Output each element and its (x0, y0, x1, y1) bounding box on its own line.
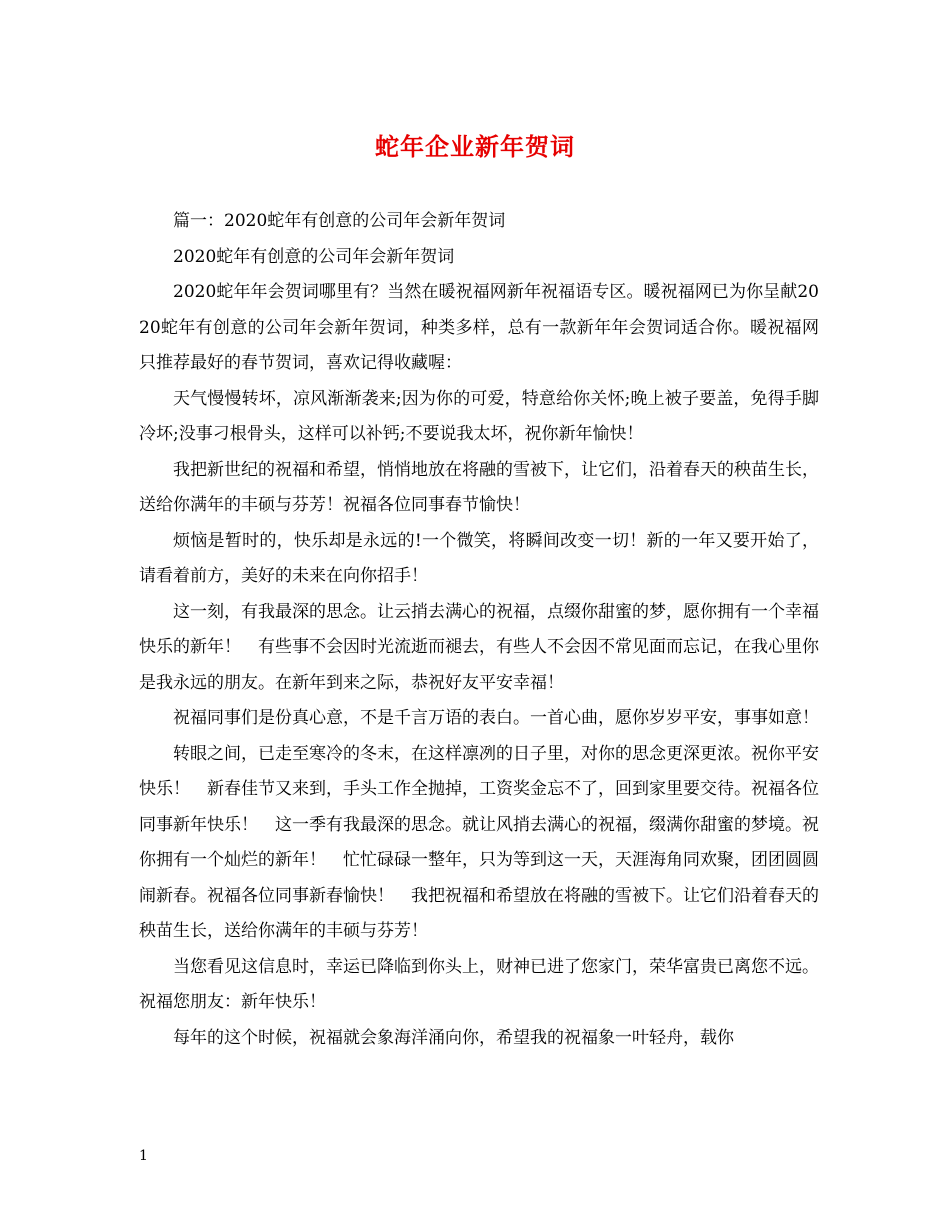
paragraph: 2020蛇年年会贺词哪里有？当然在暖祝福网新年祝福语专区。暖祝福网已为你呈献2020蛇年有创意的公司年会新年贺词，种类多样，总有一款新年年会贺词适合你。暖祝福网只推荐最好的春节贺词，喜欢记得收藏喔： (139, 282, 819, 373)
paragraph: 每年的这个时候，祝福就会象海洋涌向你，希望我的祝福象一叶轻舟，载你 (173, 1027, 734, 1048)
paragraph: 祝福同事们是份真心意，不是千言万语的表白。一首心曲，愿你岁岁平安，事事如意！ (173, 708, 819, 728)
document-title: 蛇年企业新年贺词 (375, 132, 575, 161)
paragraph: 烦恼是暂时的，快乐却是永远的!一个微笑，将瞬间改变一切！新的一年又要开始了，请看着前方，美好的未来在向你招手！ (139, 530, 819, 586)
paragraph: 我把新世纪的祝福和希望，悄悄地放在将融的雪被下，让它们，沿着春天的秧苗生长，送给你满年的丰硕与芬芳！祝福各位同事春节愉快！ (139, 459, 819, 515)
paragraph: 2020蛇年有创意的公司年会新年贺词 (173, 246, 455, 267)
document-body (139, 204, 819, 1056)
page-number: 1 (139, 1148, 148, 1164)
paragraph: 当您看见这信息时，幸运已降临到你头上，财神已进了您家门，荣华富贵已离您不远。祝福您朋友：新年快乐！ (139, 956, 819, 1012)
paragraph: 篇一：2020蛇年有创意的公司年会新年贺词 (173, 211, 506, 231)
paragraph: 转眼之间，已走至寒冷的冬末，在这样凛冽的日子里，对你的思念更深更浓。祝你平安快乐！ 新春佳节又来到，手头工作全抛掉，工资奖金忘不了，回到家里要交待。祝福各位同事新年快乐！ 这一季有我最深的思念。就让风捎去满心的祝福，缀满你甜蜜的梦境。祝你拥有一个灿烂的新年！ 忙忙碌碌一整年，只为等到这一天，天涯海角同欢聚，团团圆圆闹新春。祝福各位同事新春愉快！ 我把祝福和希望放在将融的雪被下。让它们沿着春天的秧苗生长，送给你满年的丰硕与芬芳！ (139, 743, 819, 941)
paragraph: 天气慢慢转坏，凉风渐渐袭来;因为你的可爱，特意给你关怀;晚上被子要盖，免得手脚冷坏;没事刁根骨头，这样可以补钙;不要说我太坏，祝你新年愉快！ (139, 388, 819, 444)
paragraph: 这一刻，有我最深的思念。让云捎去满心的祝福，点缀你甜蜜的梦，愿你拥有一个幸福快乐的新年！ 有些事不会因时光流逝而褪去，有些人不会因不常见面而忘记，在我心里你是我永远的朋友。在新年到来之际，恭祝好友平安幸福！ (139, 601, 819, 693)
